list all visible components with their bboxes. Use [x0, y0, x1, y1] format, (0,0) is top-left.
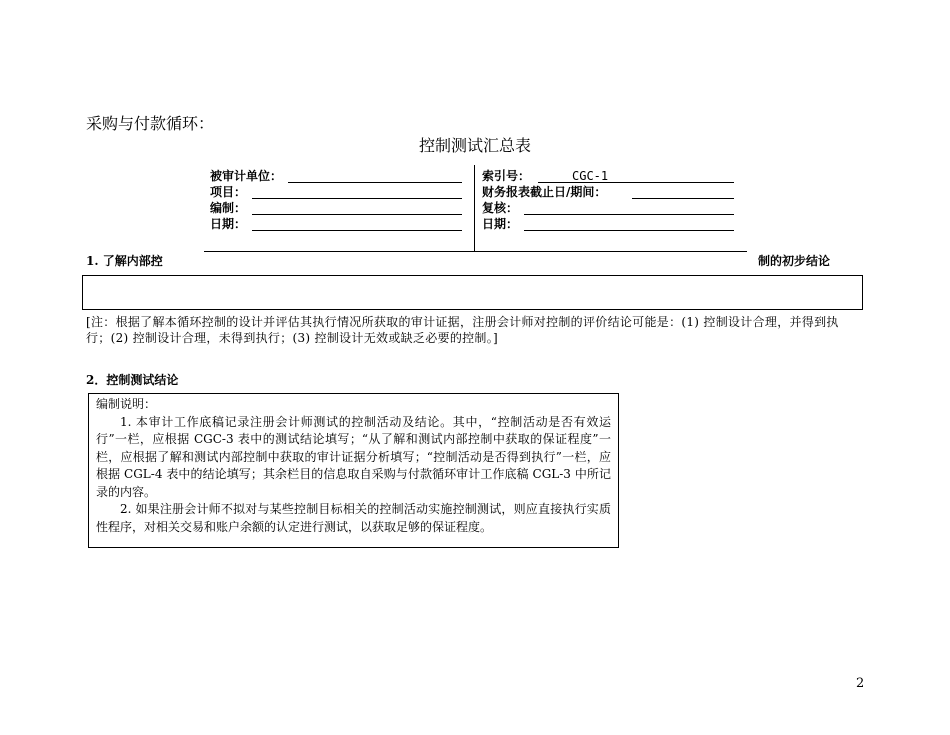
instruction-item-2: 2. 如果注册会计师不拟对与某些控制目标相关的控制活动实施控制测试，则应直接执行实质性程序，对相关交易和账户余额的认定进行测试，以获取足够的保证程度。	[96, 502, 611, 534]
section1-title-left: 1. 了解内部控	[86, 254, 163, 268]
index-row	[482, 168, 734, 184]
audit-info-block	[210, 168, 750, 254]
date-field-left[interactable]	[252, 230, 462, 231]
date-row-left	[210, 216, 462, 232]
index-label: 索引号：	[482, 169, 531, 183]
info-divider-horizontal	[204, 251, 747, 252]
section2-title: 2．控制测试结论	[86, 373, 179, 387]
document-title: 控制测试汇总表	[418, 136, 531, 155]
instructions-box	[88, 393, 619, 548]
project-field[interactable]	[252, 198, 462, 199]
date-label-left: 日期：	[210, 217, 247, 231]
period-row	[482, 184, 734, 200]
info-divider-vertical	[474, 165, 475, 251]
date-field-right[interactable]	[524, 230, 734, 231]
page-number: 2	[856, 676, 865, 691]
instructions-title: 编制说明：	[96, 397, 157, 411]
review-field[interactable]	[524, 214, 734, 215]
prepared-row	[210, 200, 462, 216]
auditee-row	[210, 168, 462, 184]
review-row	[482, 200, 734, 216]
project-label: 项目：	[210, 185, 247, 199]
date-row-right	[482, 216, 734, 232]
index-value: CGC-1	[572, 169, 609, 183]
auditee-label: 被审计单位：	[210, 169, 283, 183]
section1-note: [注：根据了解本循环控制的设计并评估其执行情况所获取的审计证据，注册会计师对控制的评价结论可能是：(1) 控制设计合理，并得到执行；(2) 控制设计合理，未得到执行；(3) 控制设计无效或缺乏必要的控制。]	[86, 315, 839, 345]
section1-title-right: 制的初步结论	[758, 254, 831, 268]
auditee-field[interactable]	[288, 182, 462, 183]
preliminary-conclusion-box[interactable]	[82, 275, 863, 310]
prepared-field[interactable]	[252, 214, 462, 215]
project-row	[210, 184, 462, 200]
period-field[interactable]	[632, 198, 734, 199]
section-heading: 采购与付款循环：	[86, 114, 215, 133]
index-field[interactable]	[538, 182, 734, 183]
instruction-item-1: 1. 本审计工作底稿记录注册会计师测试的控制活动及结论。其中，“控制活动是否有效运行”一栏，应根据 CGC-3 表中的测试结论填写；“从了解和测试内部控制中获取的保证程度”一栏，应根据了解和测试内部控制中获取的审计证据分析填写；“控制活动是否得到执行”一栏，应根据 CGL-4 表中的结论填写；其余栏目的信息取自采购与付款循环审计工作底稿 CGL-3 中所记录的内容。	[96, 414, 611, 499]
date-label-right: 日期：	[482, 217, 519, 231]
period-label: 财务报表截止日/期间：	[482, 185, 607, 199]
prepared-label: 编制：	[210, 201, 247, 215]
review-label: 复核：	[482, 201, 519, 215]
